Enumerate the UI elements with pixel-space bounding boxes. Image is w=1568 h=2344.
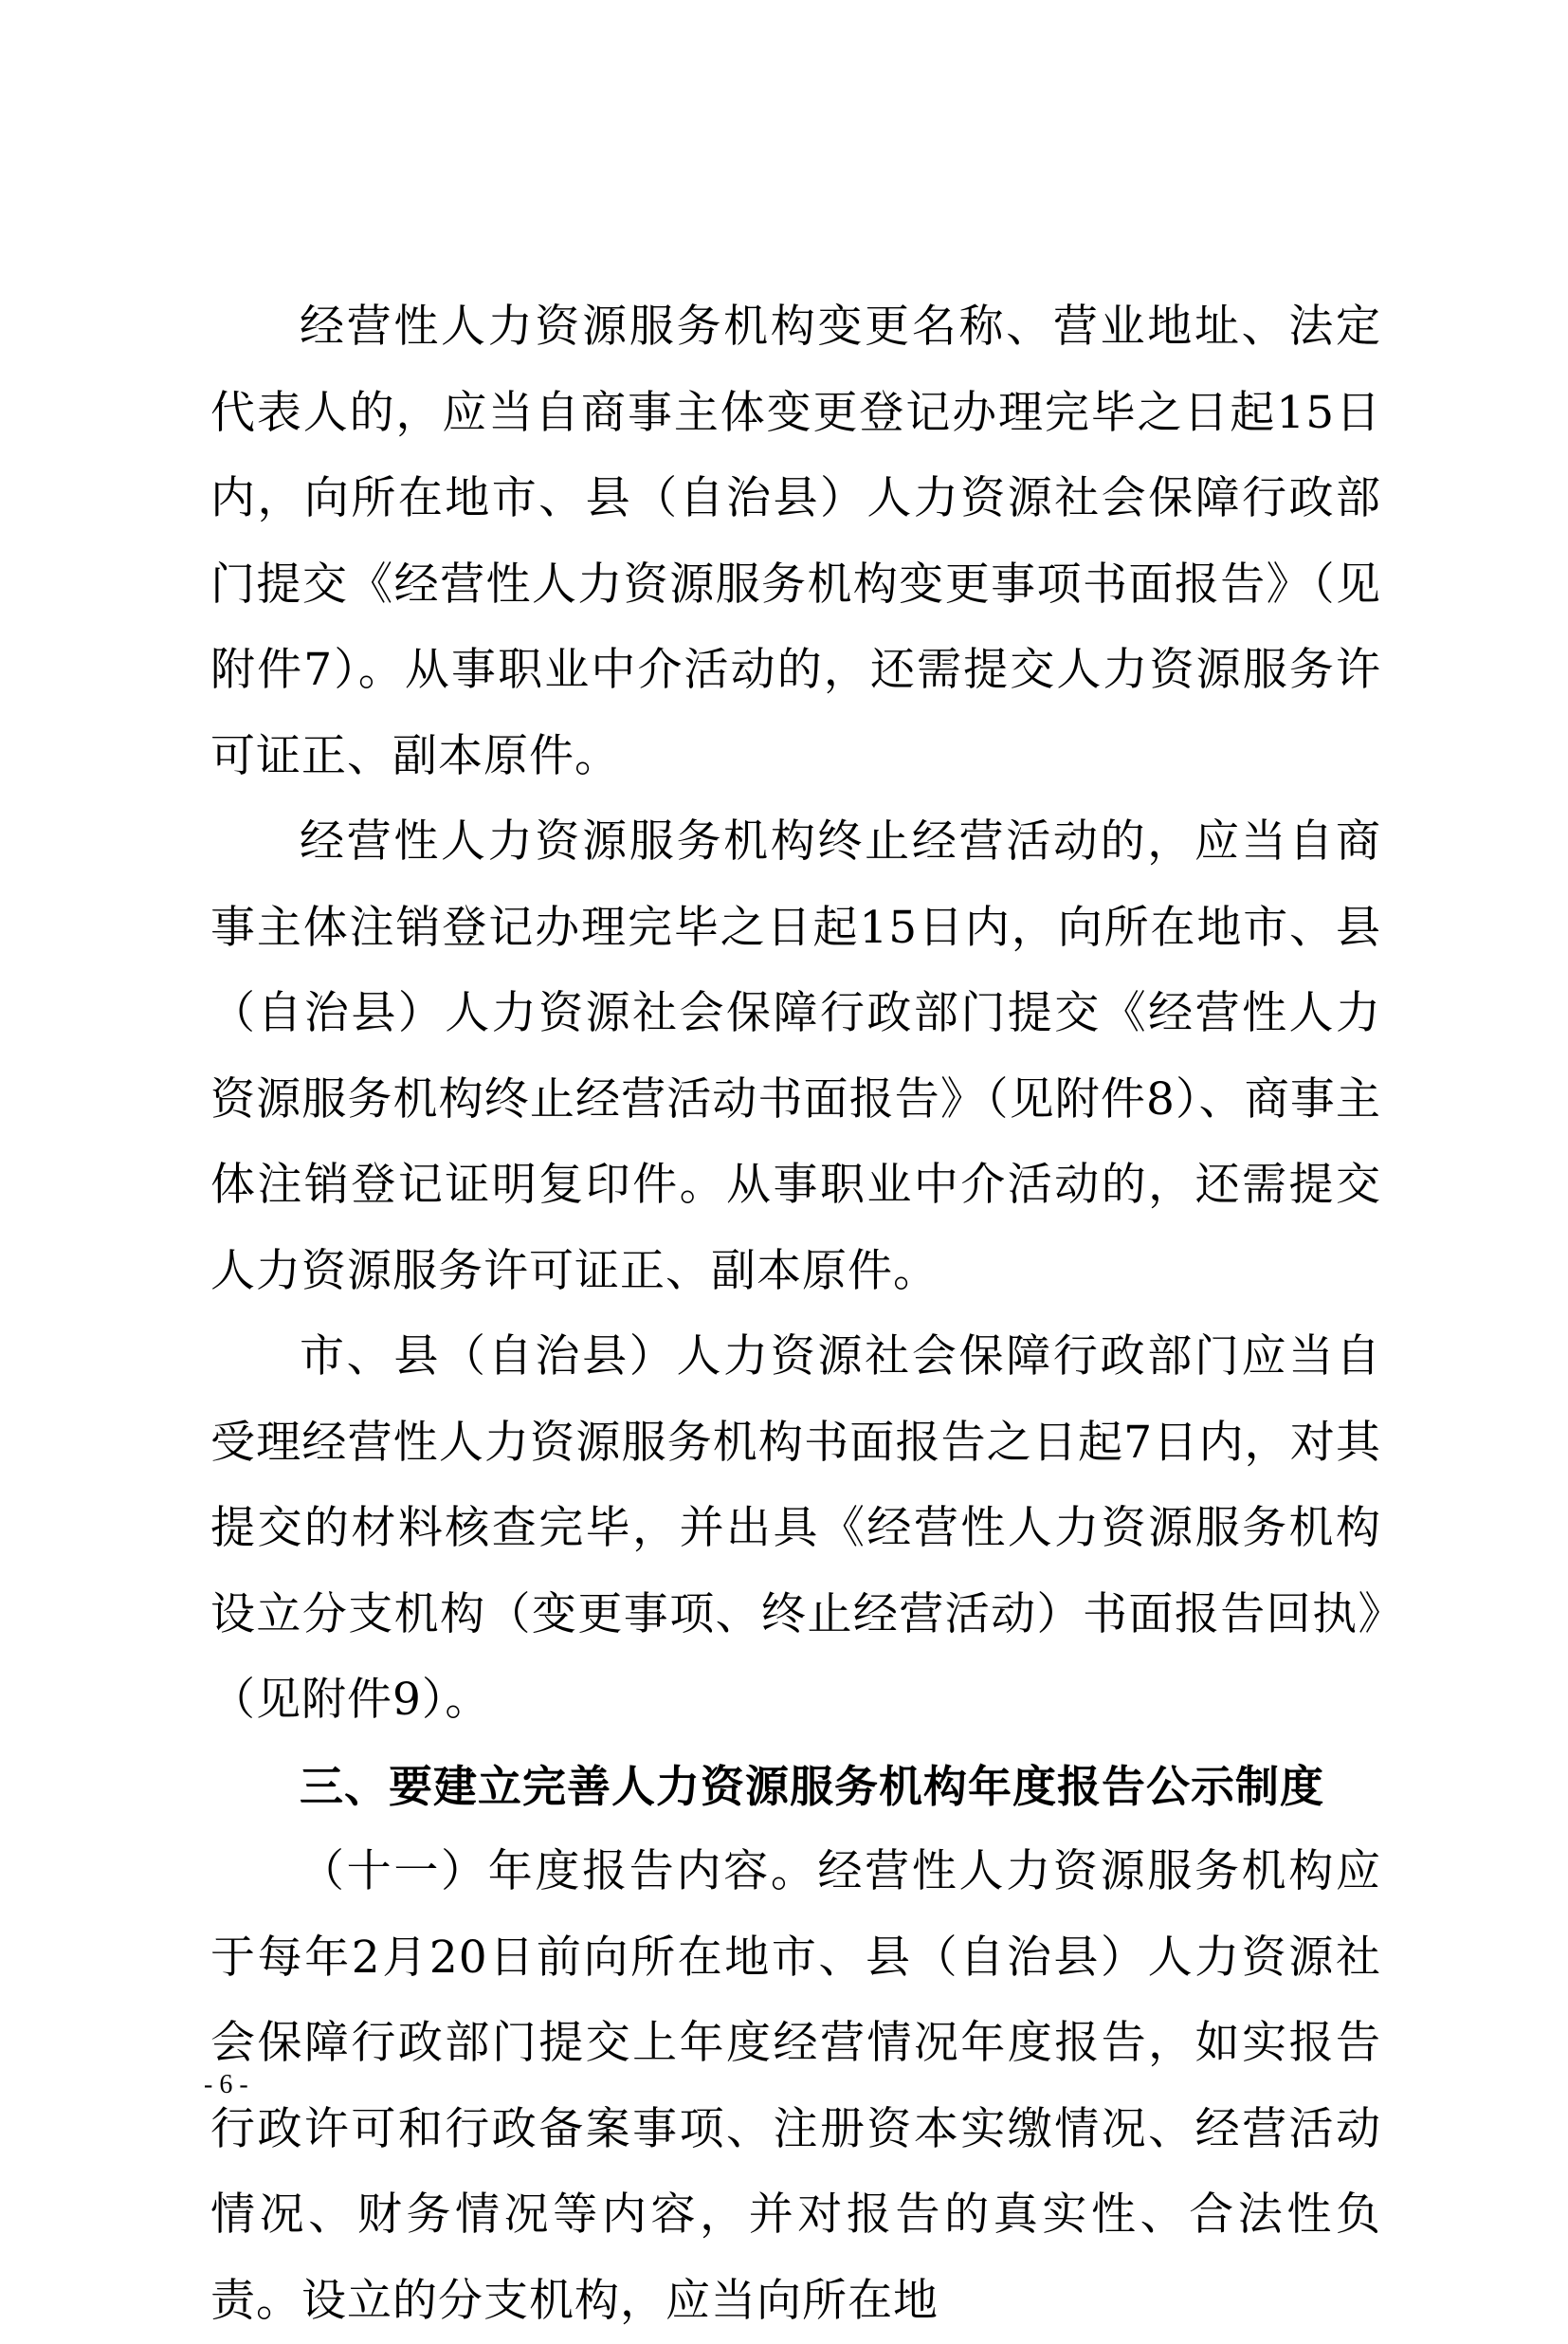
page-number: - 6 -	[204, 2070, 248, 2099]
paragraph-termination-report: 经营性人力资源服务机构终止经营活动的，应当自商事主体注销登记办理完毕之日起15日内，向所在地市、县（自治县）人力资源社会保障行政部门提交《经营性人力资源服务机构终止经营活动书面报告》（见附件8）、商事主体注销登记证明复印件。从事职业中介活动的，还需提交人力资源服务许可证正、副本原件。	[210, 815, 1381, 1297]
paragraph-annual-report: （十一）年度报告内容。经营性人力资源服务机构应于每年2月20日前向所在地市、县（自治县）人力资源社会保障行政部门提交上年度经营情况年度报告，如实报告行政许可和行政备案事项、注册资本实缴情况、经营活动情况、财务情况等内容，并对报告的真实性、合法性负责。设立的分支机构，应当向所在地	[210, 1845, 1381, 2327]
document-body	[210, 284, 1381, 2344]
paragraph-review-receipt: 市、县（自治县）人力资源社会保障行政部门应当自受理经营性人力资源服务机构书面报告之日起7日内，对其提交的材料核查完毕，并出具《经营性人力资源服务机构设立分支机构（变更事项、终止经营活动）书面报告回执》（见附件9）。	[210, 1330, 1381, 1726]
paragraph-change-report: 经营性人力资源服务机构变更名称、营业地址、法定代表人的，应当自商事主体变更登记办理完毕之日起15日内，向所在地市、县（自治县）人力资源社会保障行政部门提交《经营性人力资源服务机构变更事项书面报告》（见附件7）。从事职业中介活动的，还需提交人力资源服务许可证正、副本原件。	[210, 301, 1381, 782]
section-heading: 三、要建立完善人力资源服务机构年度报告公示制度	[300, 1760, 1324, 1812]
